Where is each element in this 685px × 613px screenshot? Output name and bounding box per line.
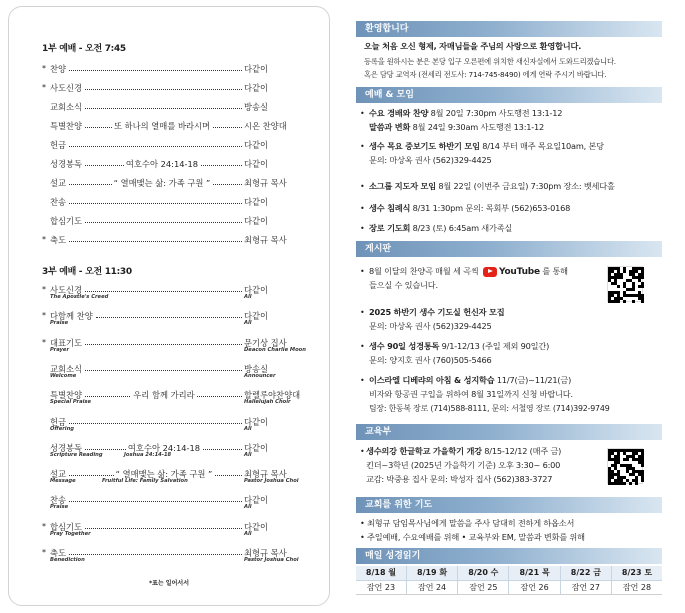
standing-mark: * bbox=[42, 337, 46, 347]
youtube-notice-line-2: 들으실 수 있습니다. bbox=[369, 280, 438, 290]
order-row bbox=[42, 547, 299, 563]
dotted-leader bbox=[85, 527, 242, 529]
youtube-notice-text: 8월 이달의 찬양곡 매월 세 곡씩 bbox=[369, 266, 479, 276]
item-leader-english: All bbox=[244, 294, 252, 300]
prayer-line-2-text: 주일예배, 수요예배를 위해 • 교육부와 EM, 말씀과 변화를 위해 bbox=[367, 532, 585, 542]
bullet: • bbox=[360, 308, 365, 317]
israel-trip-line-3: 팀장: 한동복 장로 (714)588-8111, 문의: 서철영 장로 (714)392-9749 bbox=[369, 404, 610, 413]
item-leader: 문기상 집사 bbox=[244, 337, 287, 348]
worship-item-subdetail: 문의: 마상옥 권사 (562)329-4425 bbox=[369, 155, 492, 165]
dotted-leader bbox=[85, 221, 242, 223]
item-detail: 또 하나의 열매를 바라시며 bbox=[113, 121, 211, 131]
order-row bbox=[42, 284, 295, 300]
order-row bbox=[42, 468, 299, 485]
welcome-line-3: 혹은 담당 교역자 (전세리 전도사: 714-745-8490) 에게 연락 주시기 바랍니다. bbox=[364, 70, 607, 79]
item-name: 설교 bbox=[50, 178, 67, 188]
worship-item-line-1 bbox=[369, 108, 562, 119]
reading-days-row bbox=[356, 566, 662, 580]
order-row bbox=[42, 120, 295, 136]
reading-chapter: 잠언 24 bbox=[406, 580, 457, 594]
item-name: 축도 bbox=[50, 548, 67, 558]
item-name: 찬양 bbox=[50, 64, 67, 74]
qr-module bbox=[641, 300, 644, 303]
israel-trip-line-1 bbox=[369, 375, 571, 386]
dotted-leader bbox=[69, 553, 242, 555]
item-name: 헌금 bbox=[50, 140, 67, 150]
qr-module bbox=[632, 300, 635, 303]
item-name: 특별찬양 bbox=[50, 121, 83, 131]
worship-item-title: 생수 목요 중보기도 하반기 모임 bbox=[369, 141, 480, 151]
prayer-line-1-text: 최형규 담임목사님에게 말씀을 주사 담대히 전하게 하옵소서 bbox=[367, 518, 575, 528]
bullet: • bbox=[360, 224, 365, 233]
bullet: • bbox=[360, 109, 365, 118]
item-detail: “ 열매맺는 삶: 가족 구원 ” bbox=[113, 178, 211, 188]
youtube-notice-suffix: 를 통해 bbox=[542, 266, 568, 276]
youtube-icon bbox=[483, 267, 497, 277]
qr-module bbox=[635, 482, 638, 485]
item-leader: 방송실 bbox=[244, 363, 269, 374]
qr-module bbox=[623, 270, 626, 273]
reading-day: 8/21 목 bbox=[509, 566, 560, 580]
standing-mark: * bbox=[42, 285, 46, 294]
worship-item-detail: 8월 22일 (이번주 금요일) 7:30pm 장소: 벳세다홀 bbox=[435, 181, 615, 191]
dotted-leader bbox=[85, 369, 242, 371]
item-name: 성경봉독 bbox=[50, 159, 83, 169]
worship-item-line-1 bbox=[369, 203, 570, 214]
board-header: 게시판 bbox=[356, 241, 662, 257]
service-1-title: 1부 예배 - 오전 7:45 bbox=[42, 44, 126, 54]
item-detail: “ 열매맺는 삶: 가족 구원 ” bbox=[115, 469, 213, 480]
bullet: • bbox=[360, 447, 365, 456]
worship-header: 예배 & 모임 bbox=[356, 87, 662, 103]
item-leader: 최형규 목사 bbox=[244, 469, 287, 480]
daily-reading-table bbox=[356, 566, 662, 595]
welcome-header: 환영합니다 bbox=[356, 21, 662, 37]
item-name: 다함께 찬양 bbox=[50, 311, 93, 322]
qr-module bbox=[641, 285, 644, 288]
dotted-leader bbox=[69, 422, 242, 424]
youtube-logo-text: YouTube bbox=[498, 267, 540, 277]
youtube-qr-code[interactable] bbox=[607, 266, 643, 302]
reading-chapters-row bbox=[356, 580, 662, 594]
item-name-english: Special Praise bbox=[50, 399, 91, 406]
prayer-line-1: • 최형규 담임목사님에게 말씀을 주사 담대히 전하게 하옵소서 bbox=[360, 518, 575, 528]
item-leader: 다같이 bbox=[244, 311, 269, 322]
standing-mark: * bbox=[42, 548, 46, 557]
dotted-leader bbox=[85, 290, 242, 292]
order-row bbox=[42, 215, 295, 231]
item-name: 설교 bbox=[50, 469, 67, 480]
reading-day: 8/19 화 bbox=[406, 566, 457, 580]
item-leader: 다같이 bbox=[244, 64, 269, 74]
item-leader: 다같이 bbox=[244, 442, 269, 453]
item-name: 사도신경 bbox=[50, 83, 83, 93]
item-name-english: Welcome bbox=[50, 372, 77, 379]
bullet: • bbox=[360, 376, 365, 385]
reading-chapter: 잠언 26 bbox=[509, 580, 560, 594]
israel-trip-dates: 11/7(금)~11/21(금) bbox=[494, 375, 572, 385]
item-name: 교회소식 bbox=[50, 102, 83, 112]
item-leader-english: All bbox=[244, 451, 252, 458]
reading-day: 8/22 금 bbox=[560, 566, 611, 580]
dotted-leader bbox=[85, 107, 242, 109]
item-name: 교회소식 bbox=[50, 363, 83, 374]
youtube-notice bbox=[369, 266, 568, 277]
israel-trip-title: 이스라엘 디베랴의 아침 & 성지학습 bbox=[369, 375, 495, 385]
item-leader: 할렐루야찬양대 bbox=[244, 390, 301, 401]
item-leader: 방송실 bbox=[244, 102, 269, 112]
qr-module bbox=[623, 482, 626, 485]
item-leader-english: All bbox=[244, 320, 252, 327]
education-qr-code[interactable] bbox=[607, 448, 643, 484]
bullet: • bbox=[360, 142, 365, 151]
bible-reading-contact: 문의: 양지호 권사 (760)505-5466 bbox=[369, 355, 492, 365]
standing-mark: * bbox=[42, 521, 46, 531]
order-row bbox=[42, 101, 295, 117]
service-3-title: 3부 예배 - 오전 11:30 bbox=[42, 267, 132, 277]
standing-mark: * bbox=[42, 235, 46, 244]
bullet: • bbox=[360, 267, 365, 276]
item-leader: 다같이 bbox=[244, 495, 269, 506]
item-leader-english: All bbox=[244, 530, 252, 537]
worship-item-detail: 8/14 부터 매주 목요일10am, 본당 bbox=[479, 141, 604, 151]
dotted-leader bbox=[85, 88, 242, 90]
order-row bbox=[42, 177, 295, 193]
dotted-leader bbox=[69, 145, 242, 147]
order-row bbox=[42, 234, 295, 250]
order-row bbox=[42, 158, 295, 174]
item-name: 축도 bbox=[50, 235, 67, 245]
worship-item-line-2 bbox=[369, 155, 492, 166]
item-name: 찬송 bbox=[50, 495, 67, 506]
qr-module bbox=[641, 479, 644, 482]
reading-chapter: 잠언 25 bbox=[458, 580, 509, 594]
daily-reading-header: 매일 성경읽기 bbox=[356, 548, 662, 564]
item-name-english: Prayer bbox=[50, 346, 69, 353]
item-name: 합심기도 bbox=[50, 216, 83, 226]
standing-footnote: *표는 일어서서 bbox=[148, 580, 189, 587]
worship-item-title: 수요 경배와 찬양 bbox=[369, 108, 429, 118]
item-leader-english: Announcer bbox=[244, 372, 276, 379]
worship-item-title: 소그룹 지도자 모임 bbox=[369, 181, 436, 191]
item-leader: 다같이 bbox=[244, 159, 269, 169]
dotted-leader bbox=[96, 316, 242, 318]
bible-reading-title: 생수 90일 성경통독 bbox=[369, 341, 440, 351]
item-leader: 시온 찬양대 bbox=[244, 121, 287, 131]
dotted-leader bbox=[69, 240, 242, 242]
item-leader: 다같이 bbox=[244, 521, 269, 532]
item-name-english: Message bbox=[50, 478, 76, 485]
qr-module bbox=[617, 285, 620, 288]
korean-school-line-3: 교감: 박중용 집사 문의: 박성자 집사 (562)383-3727 bbox=[366, 474, 553, 484]
standing-mark: * bbox=[42, 83, 46, 92]
item-leader-english: Pastor Joshua Choi bbox=[244, 557, 299, 563]
item-leader: 최형규 목사 bbox=[244, 178, 287, 188]
order-row bbox=[42, 139, 295, 155]
bible-reading-dates: 9/1-12/13 (주일 제외 90일간) bbox=[439, 341, 550, 351]
item-name: 성경봉독 bbox=[50, 442, 83, 453]
item-leader: 다같이 bbox=[244, 83, 269, 93]
order-row bbox=[42, 442, 295, 458]
item-leader: 최형규 목사 bbox=[244, 235, 287, 245]
welcome-line-2: 등록을 원하시는 분은 본당 입구 오른편에 위치한 새신자실에서 도와드리겠습니다. bbox=[364, 57, 616, 66]
item-leader-english: All bbox=[244, 425, 252, 432]
item-leader: 최형규 목사 bbox=[244, 548, 287, 558]
prayer-line-2: • 주일예배, 수요예배를 위해 • 교육부와 EM, 말씀과 변화를 위해 bbox=[360, 532, 585, 542]
order-row bbox=[42, 63, 295, 79]
bullet: • bbox=[360, 204, 365, 213]
prayer-header: 교회를 위한 기도 bbox=[356, 497, 662, 513]
reading-day: 8/20 수 bbox=[458, 566, 509, 580]
order-row bbox=[42, 416, 295, 432]
order-row bbox=[42, 310, 295, 326]
worship-item-detail: 8월 20일 7:30pm 사도행전 13:1-12 bbox=[428, 108, 563, 118]
item-name-english: Scripture Reading bbox=[50, 451, 103, 458]
qr-module bbox=[641, 464, 644, 467]
order-row bbox=[42, 196, 295, 212]
order-row bbox=[42, 363, 295, 379]
reading-day: 8/18 월 bbox=[356, 566, 406, 580]
order-row bbox=[42, 82, 295, 98]
worship-item-detail: 8/31 1:30pm 문의: 목회부 (562)653-0168 bbox=[410, 203, 571, 213]
item-leader: 다같이 bbox=[244, 197, 269, 207]
item-leader-english: Hallelujah Choir bbox=[244, 399, 291, 406]
item-name-english: Praise bbox=[50, 504, 69, 511]
worship-item-line-1 bbox=[369, 181, 615, 192]
item-name-english: Praise bbox=[50, 320, 69, 327]
item-name: 대표기도 bbox=[50, 337, 83, 348]
korean-school-title: 생수의강 한글학교 가을학기 개강 bbox=[366, 446, 482, 456]
qr-module bbox=[617, 300, 620, 303]
worship-item-title: 장로 기도회 bbox=[369, 223, 411, 233]
item-detail: 우리 함께 가리라 bbox=[133, 390, 195, 401]
prayer-room-title: 2025 하반기 생수 기도실 헌신자 모집 bbox=[369, 307, 505, 317]
item-leader: 다같이 bbox=[244, 140, 269, 150]
israel-trip-line-2: 비자와 항공권 구입을 위하여 8월 31일까지 신청 바랍니다. bbox=[369, 389, 573, 399]
education-header: 교육부 bbox=[356, 424, 662, 440]
item-leader-english: Deacon Charlie Moon bbox=[244, 346, 306, 353]
qr-module bbox=[620, 276, 623, 279]
standing-mark: * bbox=[42, 311, 46, 321]
item-name: 합심기도 bbox=[50, 521, 83, 532]
item-name-english: Pray Together bbox=[50, 530, 91, 537]
worship-item-subtitle: 말씀과 변화 bbox=[369, 122, 411, 132]
qr-module bbox=[641, 276, 644, 279]
item-detail: 여호수아 24:14-18 bbox=[127, 442, 201, 453]
dotted-leader bbox=[85, 343, 242, 345]
bullet: • bbox=[360, 342, 365, 351]
item-leader-english: All bbox=[244, 504, 252, 511]
qr-module bbox=[632, 288, 635, 291]
worship-item-subdetail: 8월 24일 9:30am 사도행전 13:1-12 bbox=[410, 122, 545, 132]
dotted-leader bbox=[69, 500, 242, 502]
prayer-room-contact: 문의: 마상옥 권사 (562)329-4425 bbox=[369, 321, 492, 331]
item-leader: 다같이 bbox=[244, 416, 269, 427]
korean-school-line-1 bbox=[366, 446, 561, 457]
worship-item-line-1 bbox=[369, 223, 512, 234]
worship-item-title: 생수 침례식 bbox=[369, 203, 411, 213]
item-name-english: The Apostle's Creed bbox=[50, 294, 109, 300]
qr-module bbox=[623, 300, 626, 303]
korean-school-dates: 8/15-12/12 (매주 금) bbox=[481, 446, 562, 456]
item-detail: 여호수아 24:14-18 bbox=[125, 159, 199, 169]
reading-day: 8/23 토 bbox=[612, 566, 663, 580]
korean-school-line-2: 킨더~3학년 (2025년 가을학기 기준) 오후 3:30~ 6:00 bbox=[366, 460, 561, 470]
item-name: 찬송 bbox=[50, 197, 67, 207]
item-detail-english: Joshua 24:14-18 bbox=[124, 451, 172, 458]
item-detail-english: Fruitful Life: Family Salvation bbox=[102, 478, 188, 485]
item-name: 헌금 bbox=[50, 416, 67, 427]
bullet: • bbox=[360, 182, 365, 191]
item-name: 특별찬양 bbox=[50, 390, 83, 401]
welcome-line-1: 오늘 처음 오신 형제, 자매님들을 주님의 사랑으로 환영합니다. bbox=[364, 41, 582, 51]
worship-item-line-1 bbox=[369, 141, 604, 152]
order-row bbox=[42, 389, 301, 406]
bible-reading-line-1 bbox=[369, 341, 549, 352]
item-leader-english: Pastor Joshua Choi bbox=[244, 478, 299, 485]
order-row bbox=[42, 494, 295, 510]
dotted-leader bbox=[69, 202, 242, 204]
worship-item-line-2 bbox=[369, 122, 544, 133]
item-name: 사도신경 bbox=[50, 285, 83, 295]
item-name-english: Benediction bbox=[50, 557, 85, 563]
qr-module bbox=[629, 482, 632, 485]
reading-chapter: 잠언 27 bbox=[560, 580, 611, 594]
item-leader: 다같이 bbox=[244, 216, 269, 226]
qr-module bbox=[626, 458, 629, 461]
standing-mark: * bbox=[42, 64, 46, 73]
item-name-english: Offering bbox=[50, 425, 74, 432]
order-row bbox=[42, 521, 295, 537]
worship-item-detail: 8/23 (토) 6:45am 새가족실 bbox=[410, 223, 513, 233]
order-row bbox=[42, 337, 306, 353]
item-leader: 다같이 bbox=[244, 285, 269, 295]
dotted-leader bbox=[69, 69, 242, 71]
reading-chapter: 잠언 28 bbox=[612, 580, 663, 594]
reading-chapter: 잠언 23 bbox=[356, 580, 406, 594]
